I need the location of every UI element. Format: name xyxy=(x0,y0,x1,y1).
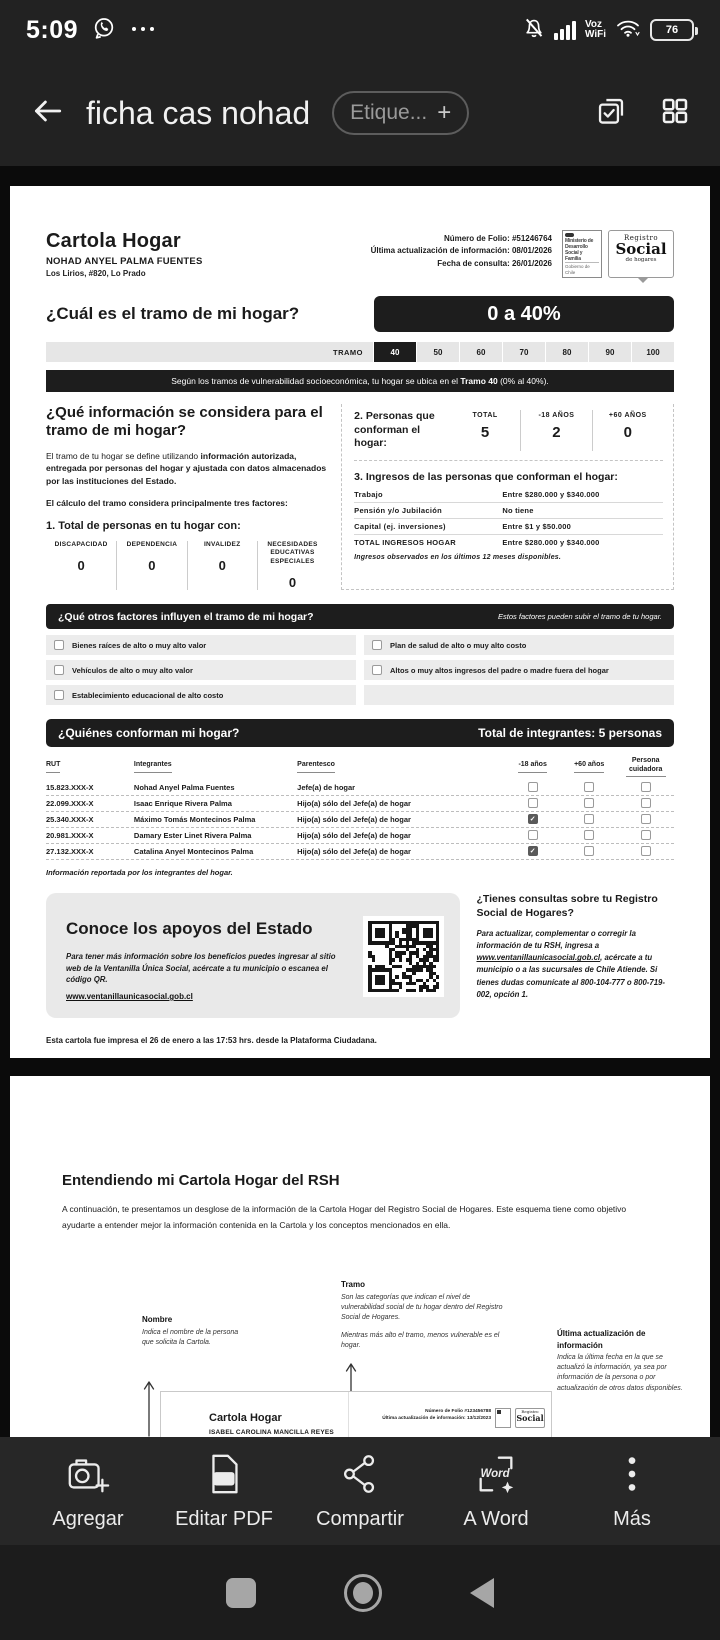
share-icon xyxy=(337,1451,383,1502)
checkbox xyxy=(528,814,538,824)
checkbox xyxy=(641,814,651,824)
clock: 5:09 xyxy=(26,15,79,44)
household-note: Información reportada por los integrantes del hogar. xyxy=(46,867,233,877)
ingresos-note: Ingresos observados en los últimos 12 meses disponibles. xyxy=(354,553,562,561)
mini-cartola-title: Cartola Hogar xyxy=(209,1412,282,1424)
document-title: ficha cas nohad xyxy=(86,94,311,131)
checkbox xyxy=(528,830,538,840)
household-header: ¿Quiénes conforman mi hogar? Total de integrantes: 5 personas xyxy=(46,719,674,747)
holder-address: Los Lirios, #820, Lo Prado xyxy=(46,269,146,278)
checkbox xyxy=(528,798,538,808)
ingresos-table: Trabajo Entre $280.000 y $340.000 Pensión y/o Jubilación No tiene Capital (ej. inversiones) Entre $1 y $50.000 TOTAL INGRESOS HOGAR Entre $280.000 y $340.000 xyxy=(354,487,663,551)
cartola-header xyxy=(46,230,674,278)
checkbox xyxy=(372,665,382,675)
pdf-page-1[interactable] xyxy=(10,186,710,1058)
ministry-logo: Ministerio de Desarrollo Social y Familia Gobierno de Chile xyxy=(562,230,602,278)
back-nav-button[interactable] xyxy=(470,1578,494,1608)
info-section: ¿Qué información se considera para el tramo de mi hogar? El tramo de tu hogar se define utilizando información autorizada, entregada por personas del hogar y ajustada con datos almacenados por las instituciones del Estado. El cálculo del tramo considera principalmente tres factores: 1. Total de personas en tu hogar con: DISCAPACIDAD 0 DEPENDENCIA 0 INVALIDEZ 0 NECESIDADES EDUCATIVAS ESPECIALES 0 xyxy=(46,404,327,591)
camera-plus-icon xyxy=(65,1451,111,1502)
arrow-up-icon xyxy=(142,1376,156,1437)
to-word-button[interactable]: Word A Word xyxy=(441,1451,551,1531)
svg-text:Word: Word xyxy=(480,1467,510,1480)
factor-empty-cell xyxy=(364,685,674,705)
share-button[interactable]: Compartir xyxy=(305,1451,415,1531)
factor-checkbox-row: Establecimiento educacional de alto costo xyxy=(46,685,356,705)
pdf-file-icon xyxy=(201,1451,247,1502)
mini-cartola-name: ISABEL CAROLINA MANCILLA REYES xyxy=(209,1429,334,1436)
checkbox xyxy=(372,640,382,650)
more-vertical-icon xyxy=(609,1451,655,1502)
checkbox xyxy=(584,782,594,792)
checkbox xyxy=(54,665,64,675)
apoyos-title: Conoce los apoyos del Estado xyxy=(66,918,313,938)
tramo-scale-cell: 40 xyxy=(373,342,416,362)
checkbox xyxy=(54,690,64,700)
back-button[interactable] xyxy=(30,94,64,133)
apoyos-text: Para tener más información sobre los beneficios puedes ingresar al sitio web de la Ventanilla Única Social, acércate a tu municipio o escanea el código QR. xyxy=(66,951,336,985)
cartola-title: Cartola Hogar xyxy=(46,230,181,252)
annotation-nombre: Nombre Indica el nombre de la persona que solicita la Cartola. xyxy=(142,1315,239,1346)
word-convert-icon xyxy=(473,1451,519,1502)
info-heading: ¿Qué información se considera para el tramo de mi hogar? xyxy=(46,404,323,440)
tramo-question: ¿Cuál es el tramo de mi hogar? xyxy=(46,304,300,323)
battery-icon: 76 xyxy=(650,19,694,41)
tramo-scale-cell: 90 xyxy=(588,342,631,362)
personas-summary: 2. Personas que conforman el hogar: TOTAL 5 -18 AÑOS 2 +60 AÑOS 0 xyxy=(354,410,663,461)
more-button[interactable]: Más xyxy=(577,1451,687,1531)
page2-title: Entendiendo mi Cartola Hogar del RSH xyxy=(62,1172,340,1189)
checkbox xyxy=(584,830,594,840)
tramo-range-badge: 0 a 40% xyxy=(374,296,674,332)
ministry-crest-icon xyxy=(565,233,574,237)
ventanilla-link[interactable]: www.ventanillaunicasocial.gob.cl xyxy=(476,953,601,963)
table-row: 25.340.XXX-X Máximo Tomás Montecinos Palma Hijo(a) sólo del Jefe(a) de hogar ✓ xyxy=(46,812,674,828)
checkbox xyxy=(584,846,594,856)
add-tag-chip[interactable] xyxy=(332,91,469,135)
checkbox xyxy=(641,798,651,808)
checkbox xyxy=(528,846,538,856)
checkbox xyxy=(584,814,594,824)
otros-factores-header: ¿Qué otros factores influyen el tramo de mi hogar? Estos factores pueden subir el tramo de tu hogar. xyxy=(46,604,674,629)
factors-table: DISCAPACIDAD 0 DEPENDENCIA 0 INVALIDEZ 0 NECESIDADES EDUCATIVAS ESPECIALES 0 xyxy=(46,541,327,590)
annotation-tramo: Tramo Son las categorías que indican el nivel de vulnerabilidad social de tu hogar dentro del Registro Social de Hogares. Mientras más alto el tramo, menos vulnerable es el hogar. xyxy=(341,1280,503,1350)
folio-meta: Número de Folio: #51246764 Última actualización de información: 08/01/2026 Fecha de consulta: 26/01/2026 xyxy=(370,234,552,268)
checkbox xyxy=(54,640,64,650)
otros-factores-list xyxy=(46,635,674,705)
app-header xyxy=(0,60,720,166)
factor-checkbox-row: Altos o muy altos ingresos del padre o madre fuera del hogar xyxy=(364,660,674,680)
factor1-title: 1. Total de personas en tu hogar con: xyxy=(46,519,241,532)
page2-intro: A continuación, te presentamos un desglose de la información de la Cartola Hogar del Registro Social de Hogares. Este esquema tiene como objetivo ayudarte a entender mejor la información contenida en la Cartola y los conceptos mencionados en ella. xyxy=(62,1204,627,1230)
signal-strength-icon xyxy=(554,21,576,40)
checkbox xyxy=(641,830,651,840)
recents-button[interactable] xyxy=(226,1578,256,1608)
mute-bell-icon xyxy=(523,17,545,44)
factor-checkbox-row: Bienes raíces de alto o muy alto valor xyxy=(46,635,356,655)
checkbox xyxy=(528,782,538,792)
factor-checkbox-row: Vehículos de alto o muy alto valor xyxy=(46,660,356,680)
factor-checkbox-row: Plan de salud de alto o muy alto costo xyxy=(364,635,674,655)
holder-name: NOHAD ANYEL PALMA FUENTES xyxy=(46,256,203,267)
wifi-icon xyxy=(615,18,641,43)
svg-text:PDF: PDF xyxy=(214,1474,234,1485)
mini-folio-meta: Número de Folio #123456788 Última actualización de información: 13/12/2023 xyxy=(382,1409,491,1422)
personas-ingresos-section xyxy=(341,404,674,590)
bottom-toolbar xyxy=(0,1437,720,1545)
table-row: 27.132.XXX-X Catalina Anyel Montecinos Palma Hijo(a) sólo del Jefe(a) de hogar ✓ xyxy=(46,844,674,860)
info-paragraph-2: El cálculo del tramo considera principalmente tres factores: xyxy=(46,497,288,508)
mini-cartola-preview xyxy=(160,1391,552,1437)
tramo-scale-cell: 50 xyxy=(416,342,459,362)
whatsapp-notification-icon xyxy=(92,16,116,45)
print-footer: Esta cartola fue impresa el 26 de enero a las 17:53 hrs. desde la Plataforma Ciudadana. xyxy=(46,1036,377,1045)
voz-wifi-label: Voz WiFi xyxy=(584,19,606,40)
tramo-result-banner: Según los tramos de vulnerabilidad socioeconómica, tu hogar se ubica en el Tramo 40 (0% al 40%). xyxy=(46,370,674,392)
tramo-scale-label: TRAMO xyxy=(333,347,363,357)
home-button[interactable] xyxy=(344,1574,382,1612)
ministry-logo-mini xyxy=(495,1408,511,1428)
qr-code xyxy=(363,916,444,997)
ingresos-title: 3. Ingresos de las personas que conforman el hogar: xyxy=(354,470,618,483)
more-notifications-icon xyxy=(130,21,156,39)
checkbox xyxy=(641,782,651,792)
grid-view-button[interactable] xyxy=(660,96,690,131)
registro-social-badge: Registro Social de hogares xyxy=(608,230,674,278)
android-nav-bar xyxy=(0,1545,720,1640)
add-button[interactable]: Agregar xyxy=(33,1451,143,1531)
table-row: 22.099.XXX-X Isaac Enrique Rivera Palma Hijo(a) sólo del Jefe(a) de hogar xyxy=(46,796,674,812)
apoyos-box xyxy=(46,893,460,1018)
consultas-section: ¿Tienes consultas sobre tu Registro Social de Hogares? Para actualizar, complementar o corregir la información de tu RSH, ingresa a www.ventanillaunicasocial.gob.cl, acércate a tu municipio o a las sucursales de Chile Atiende. Si tienes dudas comunícate al 800-104-777 o 800-719-002, opción 1. xyxy=(460,893,674,1018)
ventanilla-link[interactable]: www.ventanillaunicasocial.gob.cl xyxy=(66,992,193,1001)
pdf-viewer[interactable] xyxy=(0,166,720,1437)
registro-social-badge-mini: Registro Social xyxy=(515,1408,545,1428)
annotation-ultima-actualizacion: Última actualización de información Indica la última fecha en la que se actualizó la información, ya sea por información de la persona o por actualización de otros datos disponibles. xyxy=(557,1329,683,1392)
tramo-scale-cell: 70 xyxy=(502,342,545,362)
tramo-scale-cell: 100 xyxy=(631,342,674,362)
edit-pdf-button[interactable]: PDF Editar PDF xyxy=(169,1451,279,1531)
tramo-scale-cell: 60 xyxy=(459,342,502,362)
select-pages-button[interactable] xyxy=(596,96,626,131)
plus-icon: + xyxy=(437,99,452,126)
checkbox xyxy=(584,798,594,808)
consultas-title: ¿Tienes consultas sobre tu Registro Social de Hogares? xyxy=(476,892,658,919)
status-bar xyxy=(0,0,720,60)
tag-chip-label: Etique... xyxy=(350,101,428,124)
pdf-page-2[interactable] xyxy=(10,1076,710,1437)
checkbox xyxy=(641,846,651,856)
tramo-scale-cell: 80 xyxy=(545,342,588,362)
table-row: 15.823.XXX-X Nohad Anyel Palma Fuentes Jefe(a) de hogar xyxy=(46,780,674,796)
table-row: 20.981.XXX-X Damary Ester Linet Rivera Palma Hijo(a) sólo del Jefe(a) de hogar xyxy=(46,828,674,844)
tramo-scale xyxy=(46,342,674,362)
household-table: RUT Integrantes Parentesco -18 años +60 años Persona cuidadora 15.823.XXX-X Nohad Anyel Palma Fuentes Jefe(a) de hogar 22.099.XXX-X Isaac Enrique Rivera Palma Hijo(a) sólo del Jefe(a) de hogar 25.340.XXX-X Máximo Tomás Montecinos Palma Hijo(a) sólo del Jefe(a) de hogar ✓ 20.981.XXX-X Damary Ester Linet Rivera Palma Hijo(a) sólo del Jefe(a) de hogar 27.132.XXX-X Catalina Anyel Montecinos Palma Hijo(a) sólo del Jefe(a) de hogar ✓ xyxy=(46,752,674,860)
